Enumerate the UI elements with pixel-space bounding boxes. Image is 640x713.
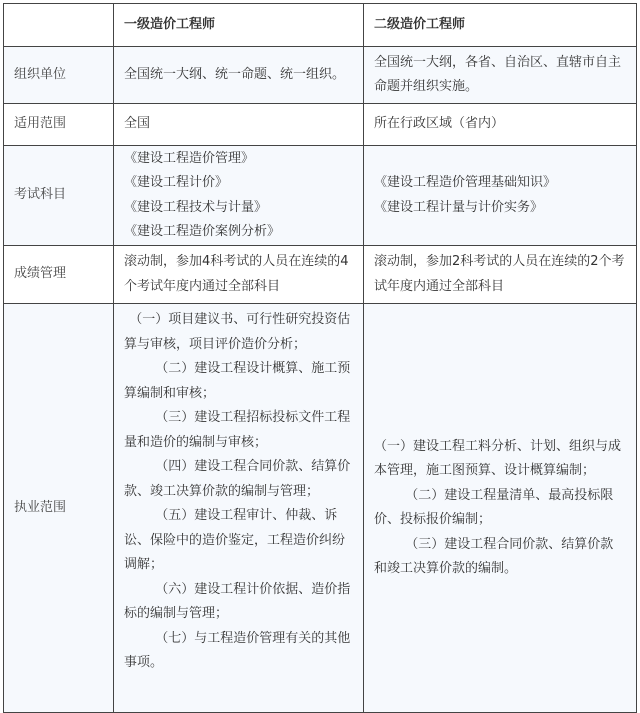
table-row-practice-scope xyxy=(4,304,637,713)
cell-text: 滚动制，参加2科考试的人员在连续的2个考试年度内通过全部科目 xyxy=(374,254,625,294)
comparison-table xyxy=(3,3,637,713)
header-level2: 二级造价工程师 xyxy=(364,4,637,47)
subject-item: 《建设工程技术与计量》 xyxy=(124,199,268,215)
level2-cell xyxy=(364,304,637,713)
level2-cell xyxy=(364,104,637,146)
practice-item: （六）建设工程计价依据、造价指标的编制与管理； xyxy=(124,581,351,621)
cell-text: 所在行政区域（省内） xyxy=(374,116,505,132)
table-row-scope xyxy=(4,104,637,146)
level1-cell xyxy=(114,246,364,304)
level2-cell xyxy=(364,47,637,104)
practice-item: （四）建设工程合同价款、结算价款、竣工决算价款的编制与管理； xyxy=(124,459,351,499)
table-header-row xyxy=(4,4,637,47)
practice-item: （一）建设工程工料分析、计划、组织与成本管理，施工图预算、设计概算编制； xyxy=(374,438,622,478)
subject-item: 《建设工程计量与计价实务》 xyxy=(374,199,544,215)
practice-item: （二）建设工程设计概算、施工预算编制和审核； xyxy=(124,361,351,401)
level2-cell xyxy=(364,246,637,304)
practice-item: （二）建设工程量清单、最高投标限价、投标报价编制； xyxy=(374,487,614,527)
level1-cell xyxy=(114,47,364,104)
table-row-subjects xyxy=(4,146,637,246)
row-label: 执业范围 xyxy=(4,304,114,713)
level2-cell xyxy=(364,146,637,246)
subject-item: 《建设工程计价》 xyxy=(124,175,229,190)
subject-item: 《建设工程造价管理基础知识》 xyxy=(374,175,557,190)
row-label: 成绩管理 xyxy=(4,246,114,304)
header-empty-cell xyxy=(4,4,114,47)
row-label: 适用范围 xyxy=(4,104,114,146)
cell-text: 全国统一大纲、统一命题、统一组织。 xyxy=(124,66,346,82)
practice-item: （七）与工程造价管理有关的其他事项。 xyxy=(124,630,351,670)
subject-item: 《建设工程造价管理》 xyxy=(124,150,255,166)
cell-text: 全国统一大纲，各省、自治区、直辖市自主命题并组织实施。 xyxy=(374,54,622,94)
subject-item: 《建设工程造价案例分析》 xyxy=(124,224,281,239)
level1-cell xyxy=(114,304,364,713)
practice-item: （五）建设工程审计、仲裁、诉讼、保险中的造价鉴定，工程造价纠纷调解； xyxy=(124,508,346,572)
header-level1: 一级造价工程师 xyxy=(114,4,364,47)
practice-item: （三）建设工程合同价款、结算价款和竣工决算价款的编制。 xyxy=(374,536,614,576)
level1-cell xyxy=(114,104,364,146)
cell-text: 滚动制，参加4科考试的人员在连续的4个考试年度内通过全部科目 xyxy=(124,254,349,294)
cell-text: 全国 xyxy=(124,116,151,132)
level1-cell xyxy=(114,146,364,246)
table-row-score-management xyxy=(4,246,637,304)
row-label: 组织单位 xyxy=(4,47,114,104)
practice-item: （三）建设工程招标投标文件工程量和造价的编制与审核； xyxy=(124,410,351,450)
row-label: 考试科目 xyxy=(4,146,114,246)
practice-item: （一）项目建议书、可行性研究投资估算与审核，项目评价造价分析； xyxy=(124,312,351,352)
table-row-organizer xyxy=(4,47,637,104)
